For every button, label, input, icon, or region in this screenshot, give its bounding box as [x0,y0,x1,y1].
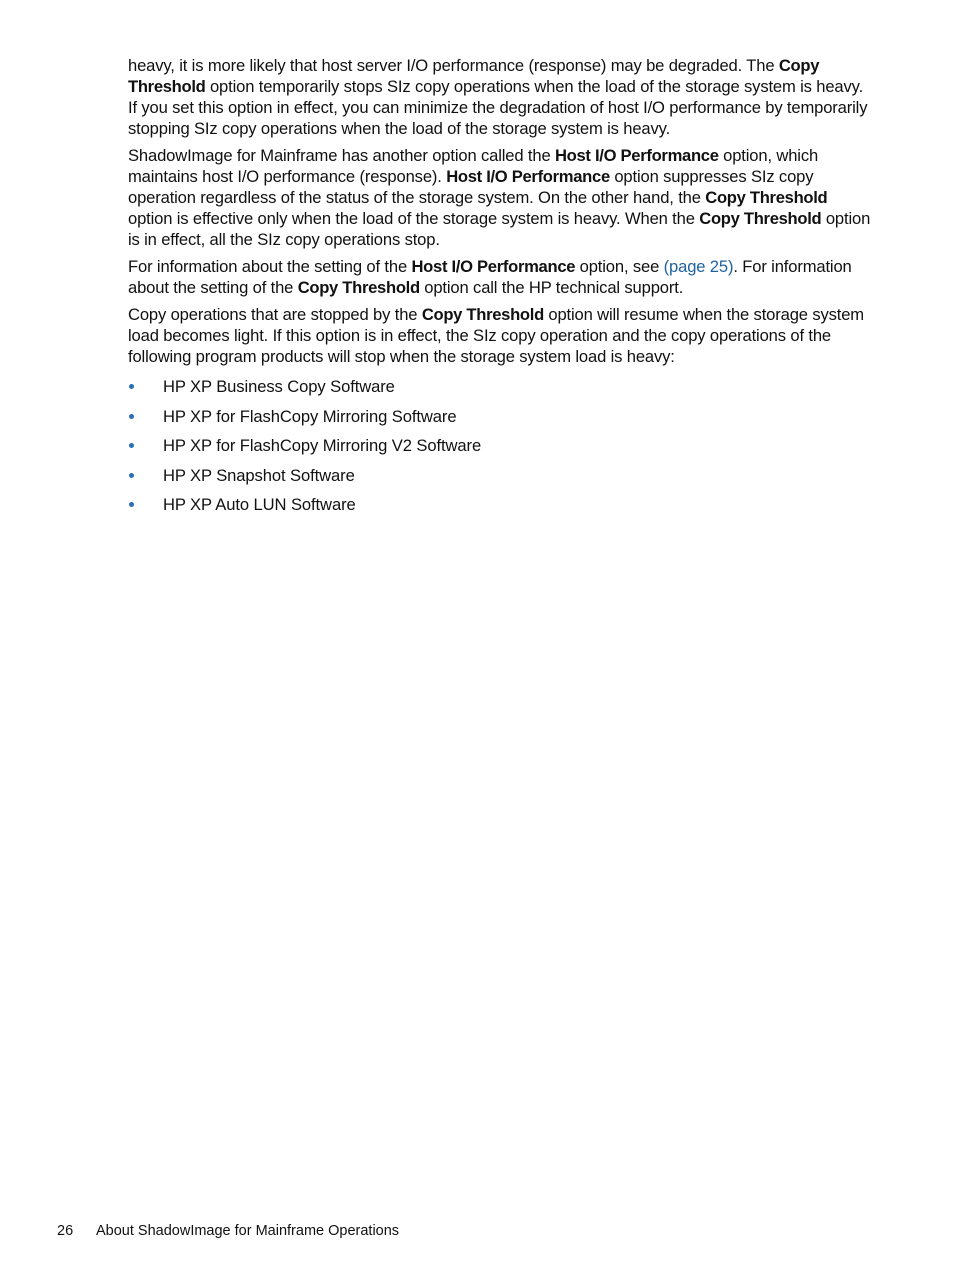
text-run: option call the HP technical support. [419,278,684,297]
bold-term: Host I/O Performance [554,146,719,165]
text-run: Copy operations that are stopped by the [128,305,422,324]
page-footer [57,1222,399,1240]
text-run: option will resume when the storage system load becomes light. If this option is in effect, the SIz copy operation and the copy operations of the following program products will stop when the storage system load is heavy: [128,305,864,366]
bold-term: Host I/O Performance [446,167,610,186]
bold-term: Copy Threshold [297,278,420,297]
footer-section-title: About ShadowImage for Mainframe Operations [96,1223,400,1239]
bullet-icon [129,502,134,507]
text-run: option temporarily stops SIz copy operations when the load of the storage system is heavy. If you set this option in effect, you can minimize the degradation of host I/O performance by temporarily stopping SIz copy operations when the load of the storage system is heavy. [128,77,868,138]
bold-term: Copy Threshold [699,209,822,228]
bold-term: Copy Threshold [421,305,544,324]
bullet-icon [129,443,134,448]
bullet-icon [129,473,134,478]
paragraph [128,145,873,250]
list-item-label: HP XP for FlashCopy Mirroring Software [163,406,457,426]
program-products-list [128,376,873,515]
text-run: ShadowImage for Mainframe has another option called the [128,146,555,165]
text-run: heavy, it is more likely that host server I/O performance (response) may be degraded. The [128,56,779,75]
text-run: . For information about the setting of the [128,257,852,297]
text-run: For information about the setting of the [128,257,412,276]
text-run: option, which maintains host I/O performance (response). [128,146,819,186]
paragraphs [128,55,873,367]
list-item-label: HP XP Snapshot Software [163,465,355,485]
bullet-icon [129,414,134,419]
bold-term: Copy Threshold [705,188,828,207]
list-item [128,435,873,456]
bullet-icon [129,384,134,389]
list-item [128,494,873,515]
text-run: option is effective only when the load of the storage system is heavy. When the [128,209,700,228]
list-item-label: HP XP for FlashCopy Mirroring V2 Software [163,436,482,455]
document-body [128,55,873,524]
paragraph [128,256,873,298]
list-item [128,376,873,397]
text-run: option, see [575,257,664,276]
text-run: option suppresses SIz copy operation regardless of the status of the storage system. On the other hand, the [128,167,814,207]
list-item [128,406,873,427]
bold-term: Host I/O Performance [411,257,576,276]
page-reference-link[interactable]: (page 25) [663,257,734,276]
list-item [128,465,873,486]
paragraph [128,304,873,367]
list-item-label: HP XP Auto LUN Software [163,495,356,514]
list-item-label: HP XP Business Copy Software [163,377,395,396]
page-number: 26 [57,1223,74,1239]
bold-term: Copy Threshold [128,56,820,96]
text-run: option is in effect, all the SIz copy operations stop. [128,209,871,249]
paragraph [128,55,873,139]
